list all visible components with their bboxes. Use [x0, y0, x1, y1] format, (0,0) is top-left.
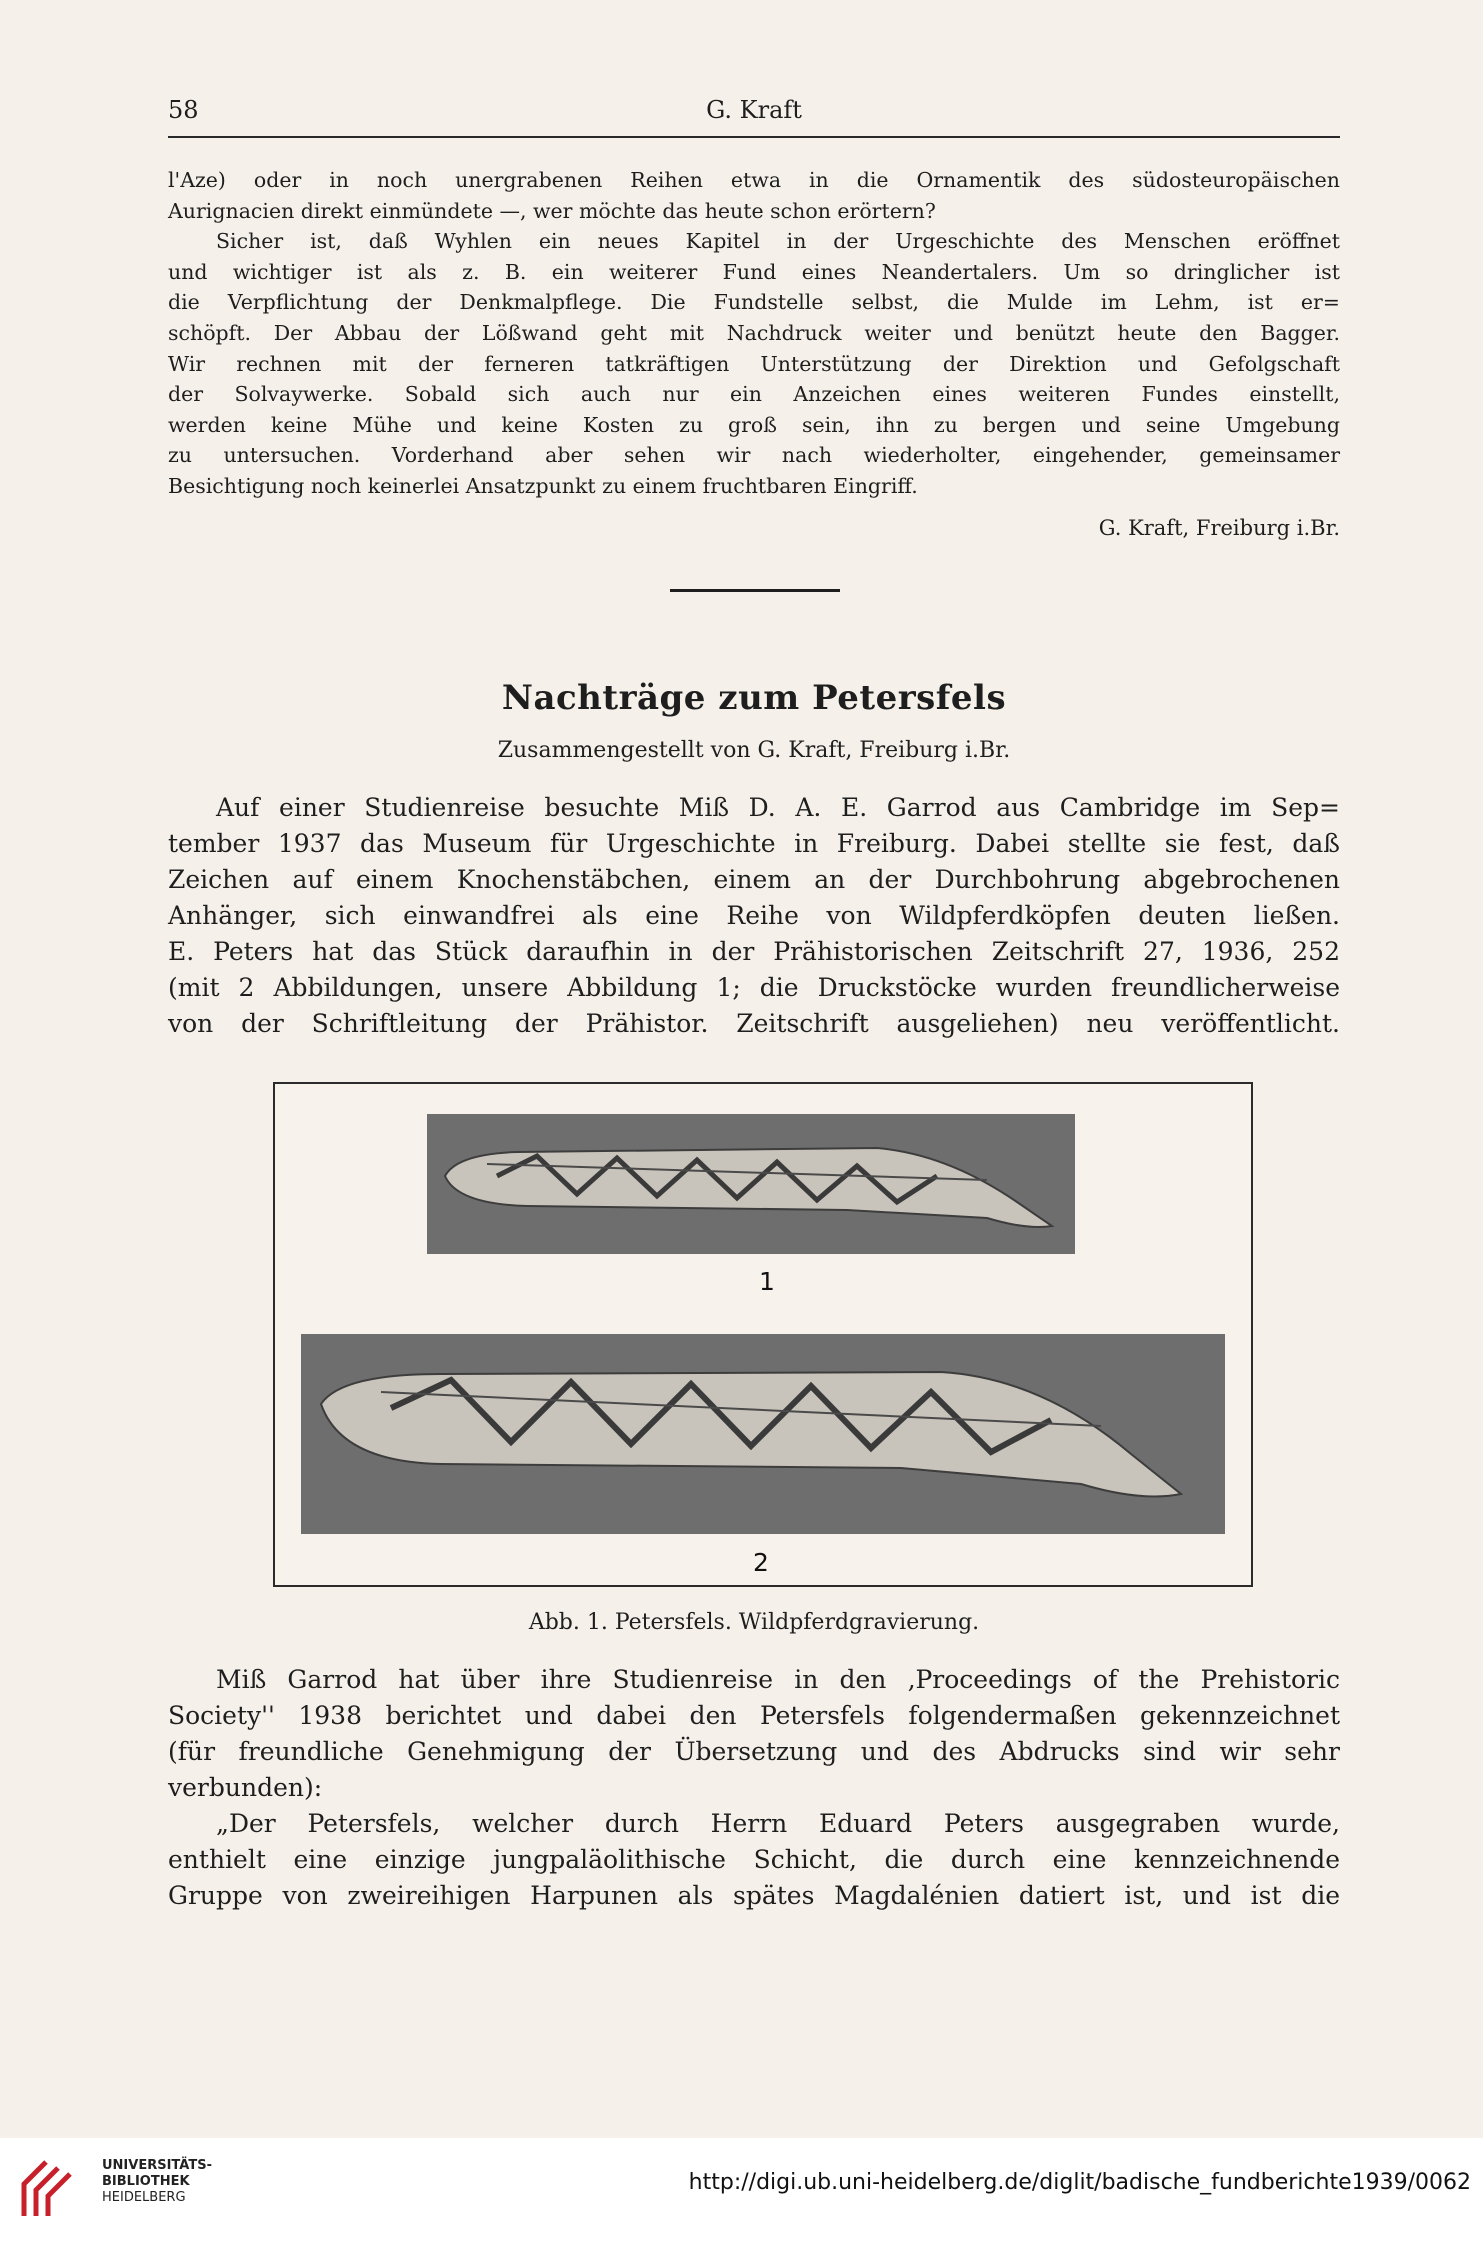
continuation-line: der Solvaywerke. Sobald sich auch nur ein Anzeichen eines weiteren Fundes einstellt,	[168, 382, 1340, 406]
body-line: Miß Garrod hat über ihre Studienreise in den ‚Proceedings of the Prehistoric	[216, 1665, 1340, 1694]
continuation-line: die Verpflichtung der Denkmalpflege. Die Fundstelle selbst, die Mulde im Lehm, ist er=	[168, 290, 1340, 314]
logo-line: HEIDELBERG	[102, 2190, 186, 2205]
body-line: (für freundliche Genehmigung der Übersetzung und des Abdrucks sind wir sehr	[168, 1737, 1340, 1766]
source-url[interactable]: http://digi.ub.uni-heidelberg.de/diglit/badische_fundberichte1939/0062	[688, 2170, 1471, 2195]
library-logo-icon	[16, 2150, 86, 2220]
body-line: Zeichen auf einem Knochenstäbchen, einem an der Durchbohrung abgebrochenen	[168, 865, 1340, 894]
page-header	[168, 96, 1340, 138]
bone-photo-2	[301, 1334, 1225, 1534]
body-line: Gruppe von zweireihigen Harpunen als spätes Magdalénien datiert ist, und ist die	[168, 1881, 1340, 1910]
body-line: Anhänger, sich einwandfrei als eine Reihe von Wildpferdköpfen deuten ließen.	[168, 901, 1340, 930]
logo-line: BIBLIOTHEK	[102, 2174, 190, 2189]
body-line: Society'' 1938 berichtet und dabei den Petersfels folgendermaßen gekennzeichnet	[168, 1701, 1340, 1730]
continuation-line: Wir rechnen mit der ferneren tatkräftigen Unterstützung der Direktion und Gefolgschaft	[168, 352, 1340, 376]
figure-caption: Abb. 1. Petersfels. Wildpferdgravierung.	[528, 1610, 980, 1635]
figure-label-2: 2	[753, 1548, 769, 1577]
figure-label-1: 1	[759, 1267, 775, 1296]
page-number: 58	[168, 96, 199, 124]
continuation-line: Besichtigung noch keinerlei Ansatzpunkt zu einem fruchtbaren Eingriff.	[168, 474, 918, 498]
continuation-line: schöpft. Der Abbau der Lößwand geht mit Nachdruck weiter und benützt heute den Bagger.	[168, 321, 1340, 345]
body-line: „Der Petersfels, welcher durch Herrn Eduard Peters ausgegraben wurde,	[216, 1809, 1340, 1838]
running-title: G. Kraft	[706, 96, 802, 124]
body-line: enthielt eine einzige jungpaläolithische Schicht, die durch eine kennzeichnende	[168, 1845, 1340, 1874]
body-line: E. Peters hat das Stück daraufhin in der Prähistorischen Zeitschrift 27, 1936, 252	[168, 937, 1340, 966]
body-line: von der Schriftleitung der Prähistor. Zeitschrift ausgeliehen) neu veröffentlicht.	[168, 1009, 1340, 1038]
continuation-line: und wichtiger ist als z. B. ein weiterer Fund eines Neandertalers. Um so dringlicher ist	[168, 260, 1340, 284]
continuation-line: Aurignacien direkt einmündete —, wer möchte das heute schon erörtern?	[168, 199, 936, 223]
logo-line: UNIVERSITÄTS-	[102, 2158, 212, 2173]
section-divider	[670, 589, 840, 592]
body-line: tember 1937 das Museum für Urgeschichte in Freiburg. Dabei stellte sie fest, daß	[168, 829, 1340, 858]
figure-frame	[273, 1082, 1253, 1587]
author-signature: G. Kraft, Freiburg i.Br.	[1098, 516, 1340, 540]
body-line: verbunden):	[168, 1773, 323, 1802]
article-subtitle: Zusammengestellt von G. Kraft, Freiburg i.Br.	[497, 738, 1011, 763]
library-logo	[16, 2150, 212, 2230]
continuation-line: l'Aze) oder in noch unergrabenen Reihen etwa in die Ornamentik des südosteuropäischen	[168, 168, 1340, 192]
continuation-line: zu untersuchen. Vorderhand aber sehen wir nach wiederholter, eingehender, gemeinsamer	[168, 443, 1340, 467]
article-title: Nachträge zum Petersfels	[501, 678, 1007, 718]
continuation-line: Sicher ist, daß Wyhlen ein neues Kapitel in der Urgeschichte des Menschen eröffnet	[216, 229, 1340, 253]
bone-photo-1	[427, 1114, 1075, 1254]
continuation-line: werden keine Mühe und keine Kosten zu groß sein, ihn zu bergen und seine Umgebung	[168, 413, 1340, 437]
body-line: (mit 2 Abbildungen, unsere Abbildung 1; die Druckstöcke wurden freundlicherweise	[168, 973, 1340, 1002]
body-line: Auf einer Studienreise besuchte Miß D. A. E. Garrod aus Cambridge im Sep=	[216, 793, 1340, 822]
